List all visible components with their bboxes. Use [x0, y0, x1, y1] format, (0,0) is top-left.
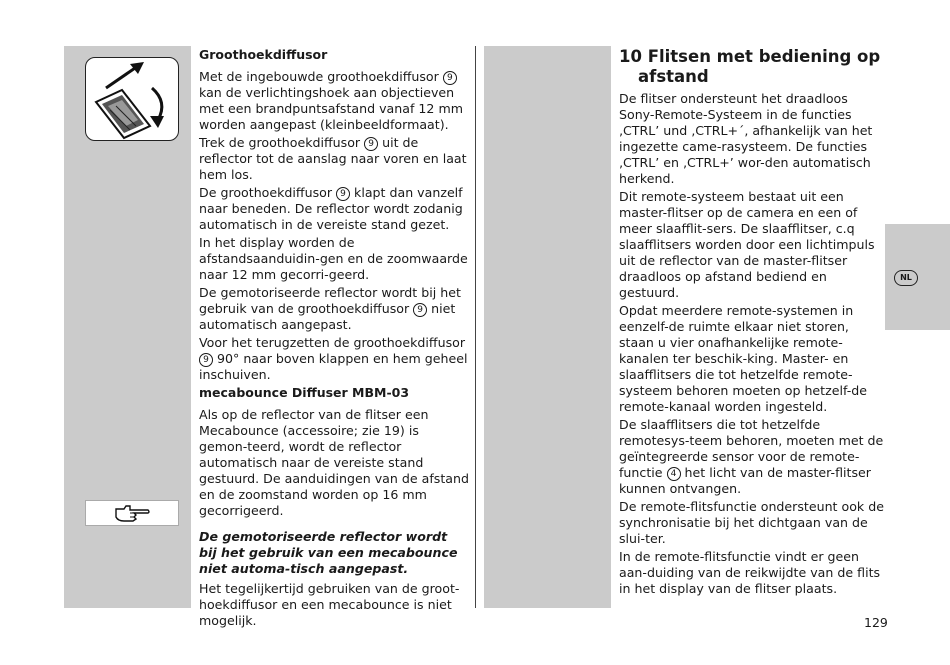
- ref-number-9: 9: [336, 187, 350, 201]
- ref-number-9: 9: [413, 303, 427, 317]
- paragraph: Voor het terugzetten de groothoekdiffusor 9 90° naar boven klappen en hem geheel inschuiven.: [199, 335, 468, 382]
- language-badge: NL: [894, 270, 918, 286]
- center-margin-strip: [484, 46, 611, 608]
- paragraph: In de remote-flitsfunctie vindt er geen aan-duiding van de reikwijdte van de flits in het display van de flitser plaats.: [619, 549, 881, 596]
- section-title: 10 Flitsen met bediening op afstand: [619, 47, 881, 86]
- page-number: 129: [864, 615, 888, 630]
- paragraph: De gemotoriseerde reflector wordt bij het gebruik van de groothoekdiffusor 9 niet automatisch aangepast.: [199, 285, 461, 332]
- pointing-hand-icon: [85, 500, 179, 526]
- right-text-column: [619, 47, 885, 599]
- paragraph: Het tegelijkertijd gebruiken van de groot-hoekdiffusor en een mecabounce is niet mogelijk.: [199, 581, 460, 628]
- ref-number-4: 4: [667, 467, 681, 481]
- paragraph: De flitser ondersteunt het draadloos Sony-Remote-Systeem in de functies ‚CTRL’ und ‚CTRL+´, afhankelijk van het ingezette came-rasysteem. De functies ‚CTRL’ en ‚CTRL+’ wor-den automatisch herkend.: [619, 91, 873, 186]
- paragraph: Trek de groothoekdiffusor 9 uit de reflector tot de aanslag naar voren en laat hem los.: [199, 135, 467, 182]
- ref-number-9: 9: [199, 353, 213, 367]
- paragraph: Als op de reflector van de flitser een Mecabounce (accessoire; zie 19) is gemon-teerd, wordt de reflector automatisch naar de vereiste stand gestuurd. De aanduidingen van de afstand en de zoomstand worden op 16 mm gecorrigeerd.: [199, 407, 469, 518]
- heading-mecabounce: mecabounce Diffuser MBM-03: [199, 385, 410, 400]
- note-text: De gemotoriseerde reflector wordt bij het gebruik van een mecabounce niet automa-tisch aangepast.: [199, 529, 458, 576]
- left-text-column: [199, 47, 469, 631]
- column-divider: [475, 46, 476, 608]
- paragraph: De slaafflitsers die tot hetzelfde remotesys-teem behoren, moeten met de geïntegreerde sensor voor de remote-functie 4 het licht van de master-flitser kunnen ontvangen.: [619, 417, 884, 496]
- paragraph: Met de ingebouwde groothoekdiffusor 9 kan de verlichtingshoek aan objectieven met een brandpuntsafstand vanaf 12 mm worden aangepast (kleinbeeldformaat).: [199, 69, 463, 132]
- heading-groothoekdiffusor: Groothoekdiffusor: [199, 47, 328, 62]
- paragraph: De remote-flitsfunctie ondersteunt ook de synchronisatie bij het dichtgaan van de slui-ter.: [619, 499, 884, 546]
- ref-number-9: 9: [443, 71, 457, 85]
- paragraph: Dit remote-systeem bestaat uit een master-flitser op de camera en een of meer slaafflit-sers. De slaafflitser, c.q slaafflitsers worden door een lichtimpuls uit de reflector van de master-flitser draadloos op afstand bediend en gestuurd.: [619, 189, 875, 300]
- ref-number-9: 9: [364, 137, 378, 151]
- paragraph: In het display worden de afstandsaanduidin-gen en de zoomwaarde naar 12 mm gecorri-geerd.: [199, 235, 468, 282]
- paragraph: De groothoekdiffusor 9 klapt dan vanzelf naar beneden. De reflector wordt zodanig automatisch in de vereiste stand gezet.: [199, 185, 463, 232]
- wide-angle-diffuser-illustration: [85, 57, 179, 141]
- paragraph: Opdat meerdere remote-systemen in eenzelf-de ruimte elkaar niet storen, staan u vier onafhankelijke remote-kanalen ter beschik-king. Master- en slaafflitsers die tot hetzelfde remote-systeem behoren moeten op hetzelf-de remote-kanaal worden ingesteld.: [619, 303, 867, 414]
